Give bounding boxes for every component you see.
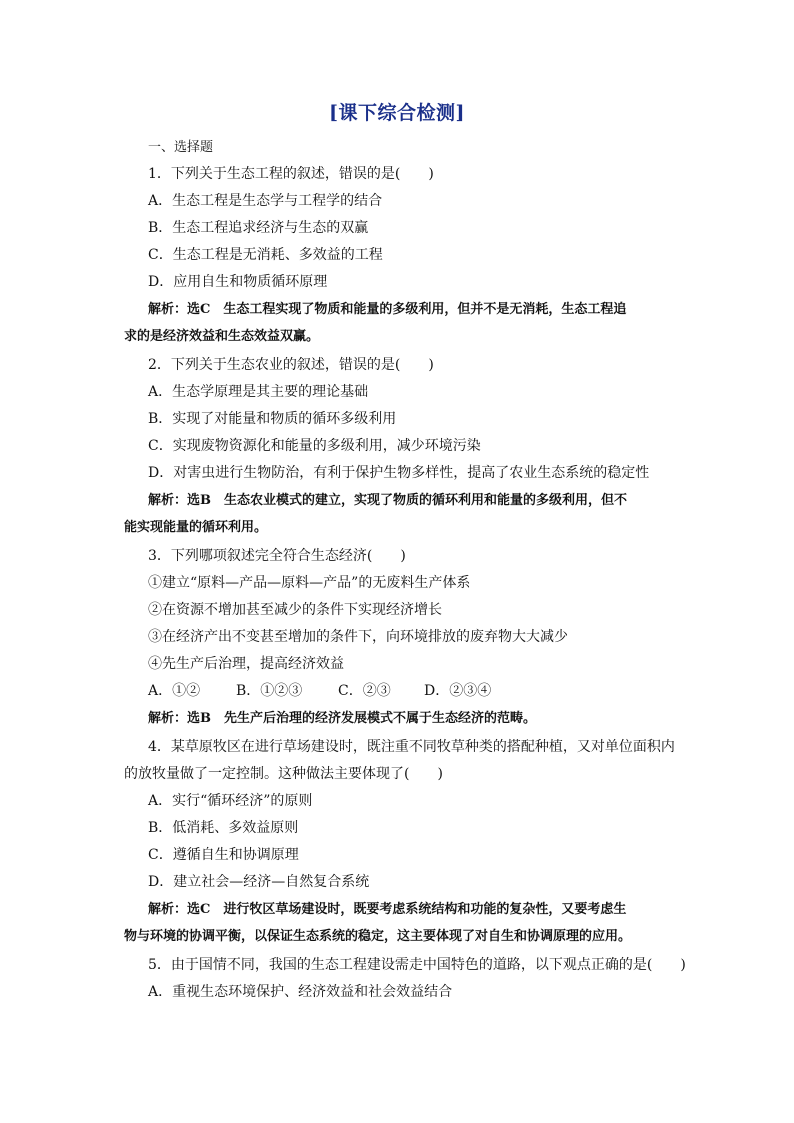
page-title: [课下综合检测] — [329, 102, 465, 124]
question-4-answer-line-1: 解析：选C 进行牧区草场建设时，既要考虑系统结构和功能的复杂性，又要考虑生 — [148, 902, 627, 917]
question-3-statement-4: ④先生产后治理，提高经济效益 — [148, 656, 344, 672]
question-3-choice-d: D．②③④ — [424, 683, 492, 699]
question-2-answer-line-2: 能实现能量的循环利用。 — [124, 520, 268, 535]
question-2-stem: 2．下列关于生态农业的叙述，错误的是( ) — [148, 357, 434, 373]
question-3-answer: 解析：选B 先生产后治理的经济发展模式不属于生态经济的范畴。 — [148, 711, 536, 726]
question-3-choice-c: C．②③ — [338, 683, 391, 699]
question-3-statement-3: ③在经济产出不变甚至增加的条件下，向环境排放的废弃物大大减少 — [148, 629, 568, 645]
question-3-choice-a: A．①② — [148, 683, 201, 699]
question-1-stem: 1．下列关于生态工程的叙述，错误的是( ) — [148, 166, 434, 182]
question-4-option-c: C．遵循自生和协调原理 — [148, 847, 299, 863]
question-4-option-a: A．实行“循环经济”的原则 — [148, 793, 313, 809]
question-1-answer-line-2: 求的是经济效益和生态效益双赢。 — [124, 329, 320, 344]
question-3-statement-1: ①建立“原料—产品—原料—产品”的无废料生产体系 — [148, 575, 471, 591]
question-4-stem-line-2: 的放牧量做了一定控制。这种做法主要体现了( ) — [124, 766, 443, 782]
question-4-stem-line-1: 4．某草原牧区在进行草场建设时，既注重不同牧草种类的搭配种植，又对单位面积内 — [148, 739, 675, 755]
question-2-option-a: A．生态学原理是其主要的理论基础 — [148, 384, 369, 400]
question-1-option-b: B．生态工程追求经济与生态的双赢 — [148, 220, 369, 236]
question-2-option-c: C．实现废物资源化和能量的多级利用，减少环境污染 — [148, 438, 481, 454]
question-2-option-b: B．实现了对能量和物质的循环多级利用 — [148, 411, 397, 427]
question-2-option-d: D．对害虫进行生物防治，有利于保护生物多样性，提高了农业生态系统的稳定性 — [148, 465, 650, 481]
question-4-option-d: D．建立社会—经济—自然复合系统 — [148, 874, 370, 890]
question-2-answer-line-1: 解析：选B 生态农业模式的建立，实现了物质的循环利用和能量的多级利用，但不 — [148, 493, 627, 508]
question-3-stem: 3．下列哪项叙述完全符合生态经济( ) — [148, 548, 406, 564]
question-1-answer-line-1: 解析：选C 生态工程实现了物质和能量的多级利用，但并不是无消耗，生态工程追 — [148, 302, 627, 317]
question-1-option-c: C．生态工程是无消耗、多效益的工程 — [148, 247, 383, 263]
question-1-option-a: A．生态工程是生态学与工程学的结合 — [148, 193, 383, 209]
question-3-choices — [148, 681, 491, 701]
question-5-option-a: A．重视生态环境保护、经济效益和社会效益结合 — [148, 984, 453, 1000]
question-3-statement-2: ②在资源不增加甚至减少的条件下实现经济增长 — [148, 602, 442, 618]
question-3-choice-b: B．①②③ — [236, 683, 303, 699]
section-heading: 一、选择题 — [148, 140, 214, 155]
question-5-stem: 5．由于国情不同，我国的生态工程建设需走中国特色的道路，以下观点正确的是( ) — [148, 957, 686, 973]
question-4-option-b: B．低消耗、多效益原则 — [148, 820, 299, 836]
question-4-answer-line-2: 物与环境的协调平衡，以保证生态系统的稳定，这主要体现了对自生和协调原理的应用。 — [124, 929, 632, 944]
question-1-option-d: D．应用自生和物质循环原理 — [148, 274, 328, 290]
